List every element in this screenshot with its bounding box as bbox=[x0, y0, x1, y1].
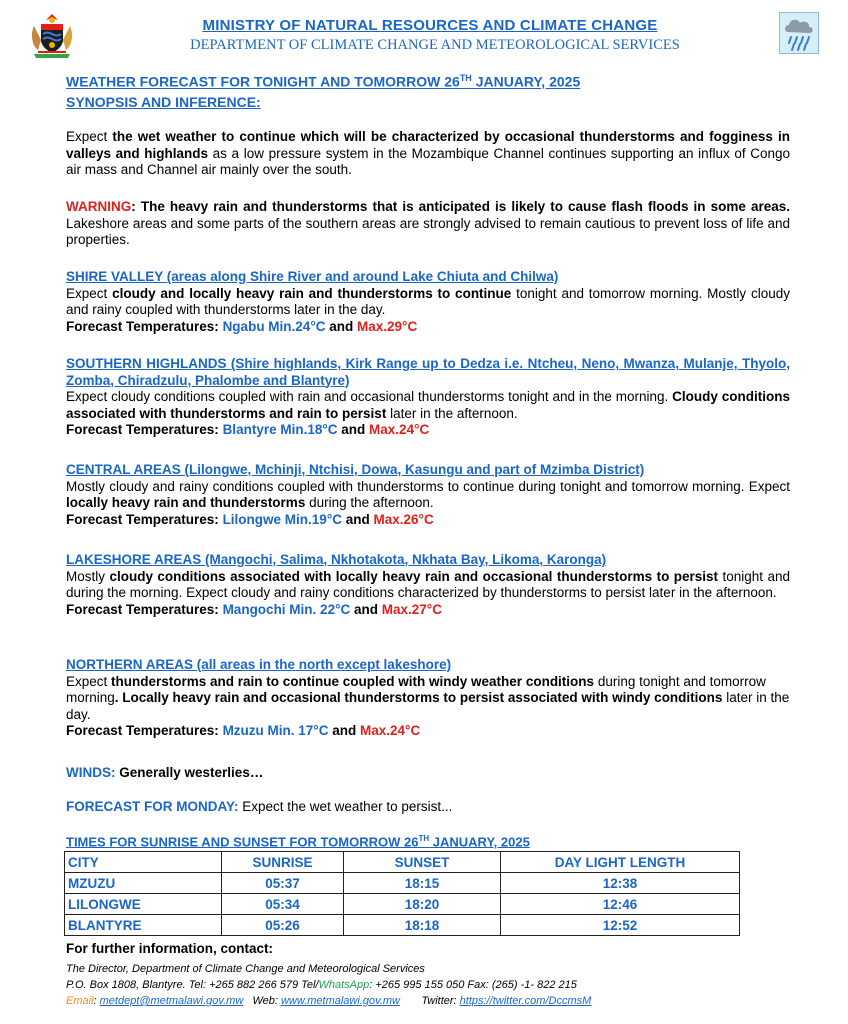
synopsis-heading: SYNOPSIS AND INFERENCE: bbox=[66, 93, 261, 110]
sun-table-title-sup: TH bbox=[418, 834, 430, 843]
max-temp: Max.27°C bbox=[381, 601, 442, 617]
region-text-2: tonight and tomorrow morning. Mostly cloudy and rainy coupled with thunderstorms later in the day. bbox=[66, 285, 790, 317]
web-label: Web: bbox=[252, 995, 281, 1007]
region-bold: cloudy conditions associated with locally heavy rain and occasional thunderstorms to persist bbox=[109, 568, 719, 584]
region-bold: cloudy and locally heavy rain and thunderstorms to continue bbox=[112, 285, 512, 301]
cell-daylight: 12:38 bbox=[501, 873, 740, 894]
region-bold-2: . Locally heavy rain and occasional thunderstorms to persist associated with windy conditions bbox=[114, 690, 723, 705]
and-label: and bbox=[329, 318, 354, 334]
email-label: Email bbox=[66, 995, 94, 1007]
department-title: DEPARTMENT OF CLIMATE CHANGE AND METEOROLOGICAL SERVICES bbox=[190, 37, 680, 53]
region-title: SOUTHERN HIGHLANDS (Shire highlands, Kirk Range up to Dedza i.e. Ntcheu, Neno, Mwanza, Mulanje, Thyolo, Zomba, Chiradzulu, Phalombe and Blantyre) bbox=[66, 356, 790, 388]
cell-sunset: 18:15 bbox=[344, 873, 501, 894]
region-text-2: during the afternoon. bbox=[305, 495, 434, 510]
forecast-title bbox=[66, 68, 580, 92]
region-shire-valley bbox=[66, 269, 790, 335]
forecast-label: Forecast Temperatures: bbox=[66, 601, 223, 617]
email-link[interactable]: metdept@metmalawi.gov.mw bbox=[99, 995, 244, 1007]
contact-phone-fax: : +265 995 155 050 Fax: (265) -1- 822 215 bbox=[369, 979, 577, 991]
header-daylight: DAY LIGHT LENGTH bbox=[501, 852, 740, 873]
winds-text: Generally westerlies… bbox=[115, 765, 264, 780]
forecast-title-suffix: JANUARY, 2025 bbox=[471, 73, 581, 90]
intro-text-2: as a low pressure system in the Mozambique Channel continues supporting an influx of Congo air mass and Channel air mainly over the south. bbox=[66, 145, 790, 177]
region-title: SHIRE VALLEY (areas along Shire River and around Lake Chiuta and Chilwa) bbox=[66, 269, 559, 284]
cell-city: LILONGWE bbox=[65, 894, 222, 915]
cell-sunrise: 05:37 bbox=[222, 873, 344, 894]
contact-director: The Director, Department of Climate Change and Meteorological Services bbox=[66, 963, 425, 975]
sun-table-title-suffix: JANUARY, 2025 bbox=[429, 834, 530, 850]
cell-daylight: 12:52 bbox=[501, 915, 740, 936]
forecast-temperatures bbox=[66, 602, 790, 619]
table-row bbox=[65, 873, 740, 894]
table-row bbox=[65, 894, 740, 915]
winds-label: WINDS: bbox=[66, 765, 116, 780]
region-southern-highlands bbox=[66, 356, 790, 439]
region-text-2: later in the afternoon. bbox=[386, 405, 518, 421]
and-label: and bbox=[332, 723, 357, 738]
twitter-link[interactable]: https://twitter.com/DccmsM bbox=[459, 995, 592, 1007]
table-row bbox=[65, 915, 740, 936]
min-temp: Blantyre Min.18°C bbox=[222, 422, 338, 437]
sun-table-title bbox=[66, 834, 530, 849]
forecast-label: Forecast Temperatures: bbox=[66, 422, 223, 437]
region-text: Expect cloudy conditions coupled with rain and occasional thunderstorms tonight and in the morning. bbox=[66, 389, 673, 404]
cell-city: MZUZU bbox=[65, 873, 222, 894]
forecast-temperatures bbox=[66, 512, 790, 529]
intro-paragraph bbox=[66, 129, 790, 179]
monday-label: FORECAST FOR MONDAY: bbox=[66, 799, 239, 814]
winds-line bbox=[66, 765, 790, 782]
min-temp: Mzuzu Min. 17°C bbox=[222, 723, 329, 738]
region-title: CENTRAL AREAS (Lilongwe, Mchinji, Ntchisi, Dowa, Kasungu and part of Mzimba District) bbox=[66, 462, 645, 477]
warning-text: Lakeshore areas and some parts of the southern areas are strongly advised to remain cautious to prevent loss of life and properties. bbox=[66, 215, 790, 247]
forecast-label: Forecast Temperatures: bbox=[66, 511, 223, 527]
region-central-areas bbox=[66, 462, 790, 528]
cell-daylight: 12:46 bbox=[501, 894, 740, 915]
region-text-2: during tonight and tomorrow morning bbox=[66, 673, 766, 705]
monday-line bbox=[66, 799, 790, 816]
contact-heading: For further information, contact: bbox=[66, 941, 273, 956]
region-text-3: later in the day. bbox=[66, 690, 790, 722]
and-label: and bbox=[345, 511, 370, 527]
twitter-label: Twitter: bbox=[421, 995, 460, 1007]
max-temp: Max.24°C bbox=[369, 422, 430, 437]
region-bold: Cloudy conditions associated with thunderstorms and rain to persist bbox=[66, 389, 790, 421]
sun-table-title-text: TIMES FOR SUNRISE AND SUNSET FOR TOMORROW 26 bbox=[66, 834, 419, 850]
warning-paragraph bbox=[66, 199, 790, 249]
cell-sunset: 18:20 bbox=[344, 894, 501, 915]
contact-links: Email: metdept@metmalawi.gov.mw Web: www.metmalawi.gov.mw Twitter: https://twitter.com/DccmsM bbox=[66, 995, 592, 1007]
region-text: Expect bbox=[66, 673, 112, 689]
header-sunrise: SUNRISE bbox=[222, 852, 344, 873]
intro-bold: the wet weather to continue which will be characterized by occasional thunderstorms and fogginess in valleys and highlands bbox=[66, 129, 790, 161]
region-text: Mostly cloudy and rainy conditions coupled with thunderstorms to continue during tonight and tomorrow morning. Expect bbox=[66, 478, 790, 494]
rain-cloud-icon bbox=[779, 12, 819, 54]
warning-bold: : The heavy rain and thunderstorms that is anticipated is likely to cause flash floods in some areas. bbox=[131, 199, 790, 214]
monday-text: Expect the wet weather to persist... bbox=[238, 799, 453, 814]
and-label: and bbox=[354, 601, 379, 617]
region-text: Mostly bbox=[66, 568, 110, 584]
region-lakeshore-areas bbox=[66, 552, 790, 618]
min-temp: Lilongwe Min.19°C bbox=[222, 511, 342, 527]
cell-sunrise: 05:34 bbox=[222, 894, 344, 915]
min-temp: Ngabu Min.24°C bbox=[222, 318, 326, 334]
table-header-row bbox=[65, 852, 740, 873]
sunrise-sunset-table bbox=[64, 851, 740, 936]
max-temp: Max.24°C bbox=[360, 723, 421, 738]
forecast-label: Forecast Temperatures: bbox=[66, 318, 223, 334]
and-label: and bbox=[341, 422, 366, 437]
whatsapp-label: WhatsApp bbox=[318, 979, 370, 991]
cell-sunset: 18:18 bbox=[344, 915, 501, 936]
forecast-label: Forecast Temperatures: bbox=[66, 723, 223, 738]
region-bold: locally heavy rain and thunderstorms bbox=[66, 495, 306, 510]
region-northern-areas bbox=[66, 657, 790, 740]
region-bold: thunderstorms and rain to continue coupled with windy weather conditions bbox=[111, 673, 595, 689]
cell-sunrise: 05:26 bbox=[222, 915, 344, 936]
max-temp: Max.29°C bbox=[357, 318, 418, 334]
header-sunset: SUNSET bbox=[344, 852, 501, 873]
web-link[interactable]: www.metmalawi.gov.mw bbox=[280, 995, 400, 1007]
region-title: LAKESHORE AREAS (Mangochi, Salima, Nkhotakota, Nkhata Bay, Likoma, Karonga) bbox=[66, 552, 607, 567]
forecast-temperatures bbox=[66, 723, 790, 740]
contact-address-text: P.O. Box 1808, Blantyre. Tel: +265 882 266 579 Tel/ bbox=[66, 979, 319, 991]
forecast-temperatures bbox=[66, 319, 790, 336]
header-city: CITY bbox=[65, 852, 222, 873]
region-text: Expect bbox=[66, 285, 113, 301]
forecast-temperatures bbox=[66, 422, 790, 439]
warning-label: WARNING bbox=[66, 199, 132, 214]
ministry-title: MINISTRY OF NATURAL RESOURCES AND CLIMATE CHANGE bbox=[202, 17, 658, 34]
region-text-2: tonight and during the morning. Expect cloudy and rainy conditions characterized by thunderstorms to persist later in the afternoon. bbox=[66, 568, 790, 600]
intro-text: Expect bbox=[66, 129, 113, 144]
headline bbox=[66, 68, 580, 112]
forecast-title-sup: TH bbox=[459, 73, 472, 83]
forecast-title-text: WEATHER FORECAST FOR TONIGHT AND TOMORROW 26 bbox=[66, 73, 460, 90]
contact-address bbox=[66, 978, 577, 992]
min-temp: Mangochi Min. 22°C bbox=[222, 601, 351, 617]
max-temp: Max.26°C bbox=[373, 511, 434, 527]
region-title: NORTHERN AREAS (all areas in the north except lakeshore) bbox=[66, 657, 452, 672]
cell-city: BLANTYRE bbox=[65, 915, 222, 936]
